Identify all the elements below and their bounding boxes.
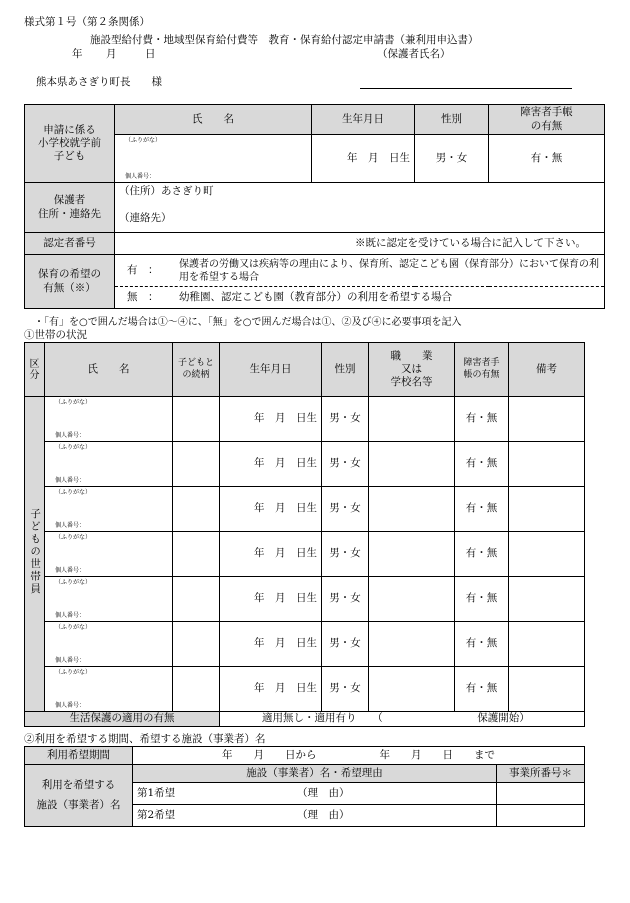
- guardian-name-label: （保護者氏名）: [377, 48, 451, 60]
- furigana-label: （ふりがな）: [125, 137, 162, 144]
- cert-number-note: ※既に認定を受けている場合に記入して下さい。: [355, 236, 586, 249]
- member-name-cell[interactable]: [45, 622, 173, 667]
- household-row: [25, 532, 585, 577]
- member-disability-cell[interactable]: 有・無: [455, 667, 509, 712]
- member-job-cell[interactable]: [369, 577, 455, 622]
- choice-2-reason: （理 由）: [297, 808, 350, 821]
- household-row: [25, 397, 585, 442]
- guardian-name-line[interactable]: [360, 88, 572, 89]
- col-disability-header: 障害者手 帳の有無: [455, 343, 509, 397]
- household-row: [25, 667, 585, 712]
- member-job-cell[interactable]: [369, 622, 455, 667]
- col-note-header: 備考: [509, 343, 585, 397]
- member-birth-cell[interactable]: 年 月 日生: [220, 532, 322, 577]
- choice-2-label: 第2希望: [137, 808, 176, 821]
- col-disability-header: 障害者手帳 の有無: [489, 105, 605, 135]
- section1-title: ①世帯の状況: [24, 329, 87, 341]
- applicant-birth-cell[interactable]: 年 月 日生: [312, 135, 415, 183]
- facility-header: 施設（事業者）名・希望理由: [133, 765, 497, 783]
- applicant-row-label: 申請に係る 小学校就学前 子ども: [25, 105, 115, 183]
- member-disability-cell[interactable]: 有・無: [455, 442, 509, 487]
- member-name-cell[interactable]: [45, 532, 173, 577]
- member-sex-cell[interactable]: 男・女: [322, 532, 369, 577]
- member-note-cell[interactable]: [509, 397, 585, 442]
- choice-1-label: 第1希望: [137, 786, 176, 799]
- household-side-text: 子どもの世帯員: [29, 508, 42, 596]
- member-relation-cell[interactable]: [173, 442, 220, 487]
- hope-no-text: 幼稚園、認定こども園（教育部分）の利用を希望する場合: [179, 290, 452, 303]
- choice-2-cell[interactable]: [133, 805, 497, 827]
- facility-table: [24, 746, 585, 827]
- household-side-label: [25, 397, 45, 712]
- welfare-value[interactable]: 適用無し・適用有り （ 保護開始）: [220, 712, 585, 727]
- household-row: [25, 487, 585, 532]
- member-relation-cell[interactable]: [173, 397, 220, 442]
- household-table: [24, 342, 585, 727]
- household-row: [25, 442, 585, 487]
- cert-number-cell[interactable]: [115, 233, 605, 255]
- member-birth-cell[interactable]: 年 月 日生: [220, 622, 322, 667]
- member-personal-number-label: 個人番号：: [55, 656, 86, 664]
- choice-1-cell[interactable]: [133, 783, 497, 805]
- col-relation-header: 子どもと の続柄: [173, 343, 220, 397]
- form-title: 施設型給付費・地域型保育給付費等 教育・保育給付認定申請書（兼利用申込書）: [90, 34, 479, 46]
- member-name-cell[interactable]: [45, 667, 173, 712]
- addressee: 熊本県あさぎり町長 様: [36, 76, 162, 88]
- member-sex-cell[interactable]: 男・女: [322, 487, 369, 532]
- member-sex-cell[interactable]: 男・女: [322, 622, 369, 667]
- col-name-header: 氏 名: [45, 343, 173, 397]
- member-disability-cell[interactable]: 有・無: [455, 577, 509, 622]
- member-furigana-label: （ふりがな）: [55, 489, 92, 496]
- member-birth-cell[interactable]: 年 月 日生: [220, 577, 322, 622]
- col-sex-header: 性別: [322, 343, 369, 397]
- col-kubun-header: 区分: [25, 343, 45, 397]
- member-relation-cell[interactable]: [173, 487, 220, 532]
- col-birth-header: 生年月日: [312, 105, 415, 135]
- member-note-cell[interactable]: [509, 532, 585, 577]
- member-note-cell[interactable]: [509, 622, 585, 667]
- hope-yes-text: 保護者の労働又は疾病等の理由により、保育所、認定こども園（保育部分）において保育の利用を希望する場合: [179, 258, 599, 283]
- member-name-cell[interactable]: [45, 442, 173, 487]
- date-month: 月: [106, 48, 117, 60]
- member-furigana-label: （ふりがな）: [55, 399, 92, 406]
- applicant-disability-cell[interactable]: 有・無: [489, 135, 605, 183]
- member-job-cell[interactable]: [369, 487, 455, 532]
- period-value[interactable]: 年 月 日から 年 月 日 まで: [133, 747, 585, 765]
- member-personal-number-label: 個人番号：: [55, 431, 86, 439]
- member-job-cell[interactable]: [369, 532, 455, 577]
- member-furigana-label: （ふりがな）: [55, 579, 92, 586]
- household-row: [25, 622, 585, 667]
- member-personal-number-label: 個人番号：: [55, 566, 86, 574]
- member-sex-cell[interactable]: 男・女: [322, 667, 369, 712]
- member-disability-cell[interactable]: 有・無: [455, 487, 509, 532]
- date-year: 年: [72, 48, 83, 60]
- guardian-address-cell[interactable]: [115, 183, 605, 233]
- member-furigana-label: （ふりがな）: [55, 624, 92, 631]
- welfare-label: 生活保護の適用の有無: [25, 712, 220, 727]
- member-personal-number-label: 個人番号：: [55, 611, 86, 619]
- office-number-header: 事業所番号＊: [497, 765, 585, 783]
- member-sex-cell[interactable]: 男・女: [322, 442, 369, 487]
- member-personal-number-label: 個人番号：: [55, 701, 86, 709]
- col-job-header: 職 業 又は 学校名等: [369, 343, 455, 397]
- hope-label: 保育の希望の 有無（※）: [25, 255, 115, 309]
- member-note-cell[interactable]: [509, 667, 585, 712]
- member-birth-cell[interactable]: 年 月 日生: [220, 397, 322, 442]
- facility-label: 利用を希望する 施設（事業者）名: [25, 765, 133, 827]
- member-furigana-label: （ふりがな）: [55, 444, 92, 451]
- member-disability-cell[interactable]: 有・無: [455, 622, 509, 667]
- member-birth-cell[interactable]: 年 月 日生: [220, 442, 322, 487]
- hope-no-cell[interactable]: [115, 287, 605, 309]
- instruction-text: ・「有」を○で囲んだ場合は①～④に、「無」を○で囲んだ場合は①、②及び④に必要事項を記入: [34, 317, 462, 328]
- member-name-cell[interactable]: [45, 487, 173, 532]
- member-disability-cell[interactable]: 有・無: [455, 532, 509, 577]
- applicant-sex-cell[interactable]: 男・女: [415, 135, 489, 183]
- member-job-cell[interactable]: [369, 442, 455, 487]
- member-note-cell[interactable]: [509, 577, 585, 622]
- member-sex-cell[interactable]: 男・女: [322, 397, 369, 442]
- personal-number-label: 個人番号：: [125, 172, 156, 180]
- address-prefix: （住所）あさぎり町: [119, 185, 214, 197]
- member-relation-cell[interactable]: [173, 622, 220, 667]
- member-furigana-label: （ふりがな）: [55, 669, 92, 676]
- hope-yes-key: 有 ：: [127, 263, 159, 276]
- cert-number-label: 認定者番号: [25, 233, 115, 255]
- member-name-cell[interactable]: [45, 397, 173, 442]
- member-birth-cell[interactable]: 年 月 日生: [220, 487, 322, 532]
- period-label: 利用希望期間: [25, 747, 133, 765]
- contact-prefix: （連絡先）: [119, 212, 172, 225]
- member-note-cell[interactable]: [509, 442, 585, 487]
- col-sex-header: 性別: [415, 105, 489, 135]
- form-number: 様式第１号（第２条関係）: [24, 16, 150, 28]
- member-personal-number-label: 個人番号：: [55, 476, 86, 484]
- section2-title: ②利用を希望する期間、希望する施設（事業者）名: [24, 733, 266, 745]
- member-personal-number-label: 個人番号：: [55, 521, 86, 529]
- member-relation-cell[interactable]: [173, 577, 220, 622]
- hope-no-key: 無 ：: [127, 290, 159, 303]
- choice-1-office-number[interactable]: [497, 783, 585, 805]
- member-furigana-label: （ふりがな）: [55, 534, 92, 541]
- member-name-cell[interactable]: [45, 577, 173, 622]
- col-birth-header: 生年月日: [220, 343, 322, 397]
- applicant-name-cell[interactable]: [115, 135, 312, 183]
- member-relation-cell[interactable]: [173, 667, 220, 712]
- choice-1-reason: （理 由）: [297, 786, 350, 799]
- member-note-cell[interactable]: [509, 487, 585, 532]
- member-disability-cell[interactable]: 有・無: [455, 397, 509, 442]
- col-name-header: 氏 名: [115, 105, 312, 135]
- member-job-cell[interactable]: [369, 397, 455, 442]
- member-relation-cell[interactable]: [173, 532, 220, 577]
- household-row: [25, 577, 585, 622]
- choice-2-office-number[interactable]: [497, 805, 585, 827]
- member-birth-cell[interactable]: 年 月 日生: [220, 667, 322, 712]
- member-sex-cell[interactable]: 男・女: [322, 577, 369, 622]
- member-job-cell[interactable]: [369, 667, 455, 712]
- guardian-label: 保護者 住所・連絡先: [25, 183, 115, 233]
- hope-yes-cell[interactable]: [115, 255, 605, 287]
- date-day: 日: [145, 48, 156, 60]
- applicant-table: [24, 104, 605, 309]
